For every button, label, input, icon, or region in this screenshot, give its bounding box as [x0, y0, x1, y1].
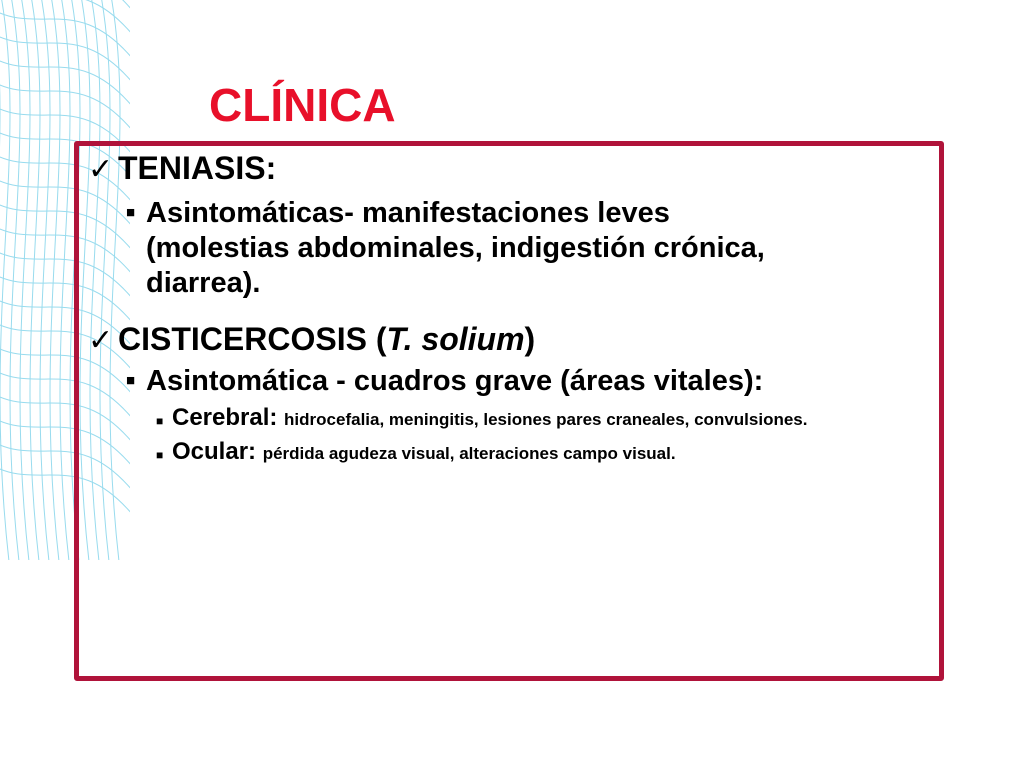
sub-item-text: hidrocefalia, meningitis, lesiones pares craneales, convulsiones.	[284, 410, 808, 430]
list-item	[126, 196, 938, 301]
square-bullet-icon: ■	[126, 203, 136, 221]
decorative-line	[40, 0, 50, 560]
decorative-line	[0, 8, 130, 68]
decorative-line	[20, 0, 30, 560]
check-icon: ✓	[88, 323, 114, 357]
decorative-line	[50, 0, 60, 560]
sub-list-item	[156, 401, 938, 435]
item-line: diarrea).	[146, 266, 261, 299]
item-line: Asintomáticas- manifestaciones leves	[146, 196, 670, 229]
sub-item-key: Ocular:	[172, 437, 263, 465]
section-cisticercosis	[88, 321, 938, 359]
sub-item-text: pérdida agudeza visual, alteraciones campo visual.	[262, 443, 676, 463]
check-icon: ✓	[88, 153, 114, 186]
item-line: (molestias abdominales, indigestión crónica,	[146, 231, 765, 264]
item-text: Asintomática - cuadros grave (áreas vitales):	[146, 365, 764, 398]
section-heading: CISTICERCOSIS (T. solium)	[118, 320, 536, 357]
sub-list-item	[156, 435, 938, 469]
page-title: CLÍNICA	[209, 79, 396, 131]
section-teniasis	[88, 150, 938, 188]
decorative-line	[10, 0, 20, 560]
square-bullet-icon: ■	[156, 447, 164, 462]
section-heading: TENIASIS:	[118, 150, 277, 186]
decorative-line	[30, 0, 40, 560]
square-bullet-icon: ■	[156, 414, 164, 429]
sub-item-key: Cerebral:	[172, 404, 285, 432]
list-item	[126, 364, 938, 399]
square-bullet-icon: ■	[126, 372, 136, 390]
decorative-line	[0, 0, 130, 20]
slide-content	[88, 150, 938, 469]
